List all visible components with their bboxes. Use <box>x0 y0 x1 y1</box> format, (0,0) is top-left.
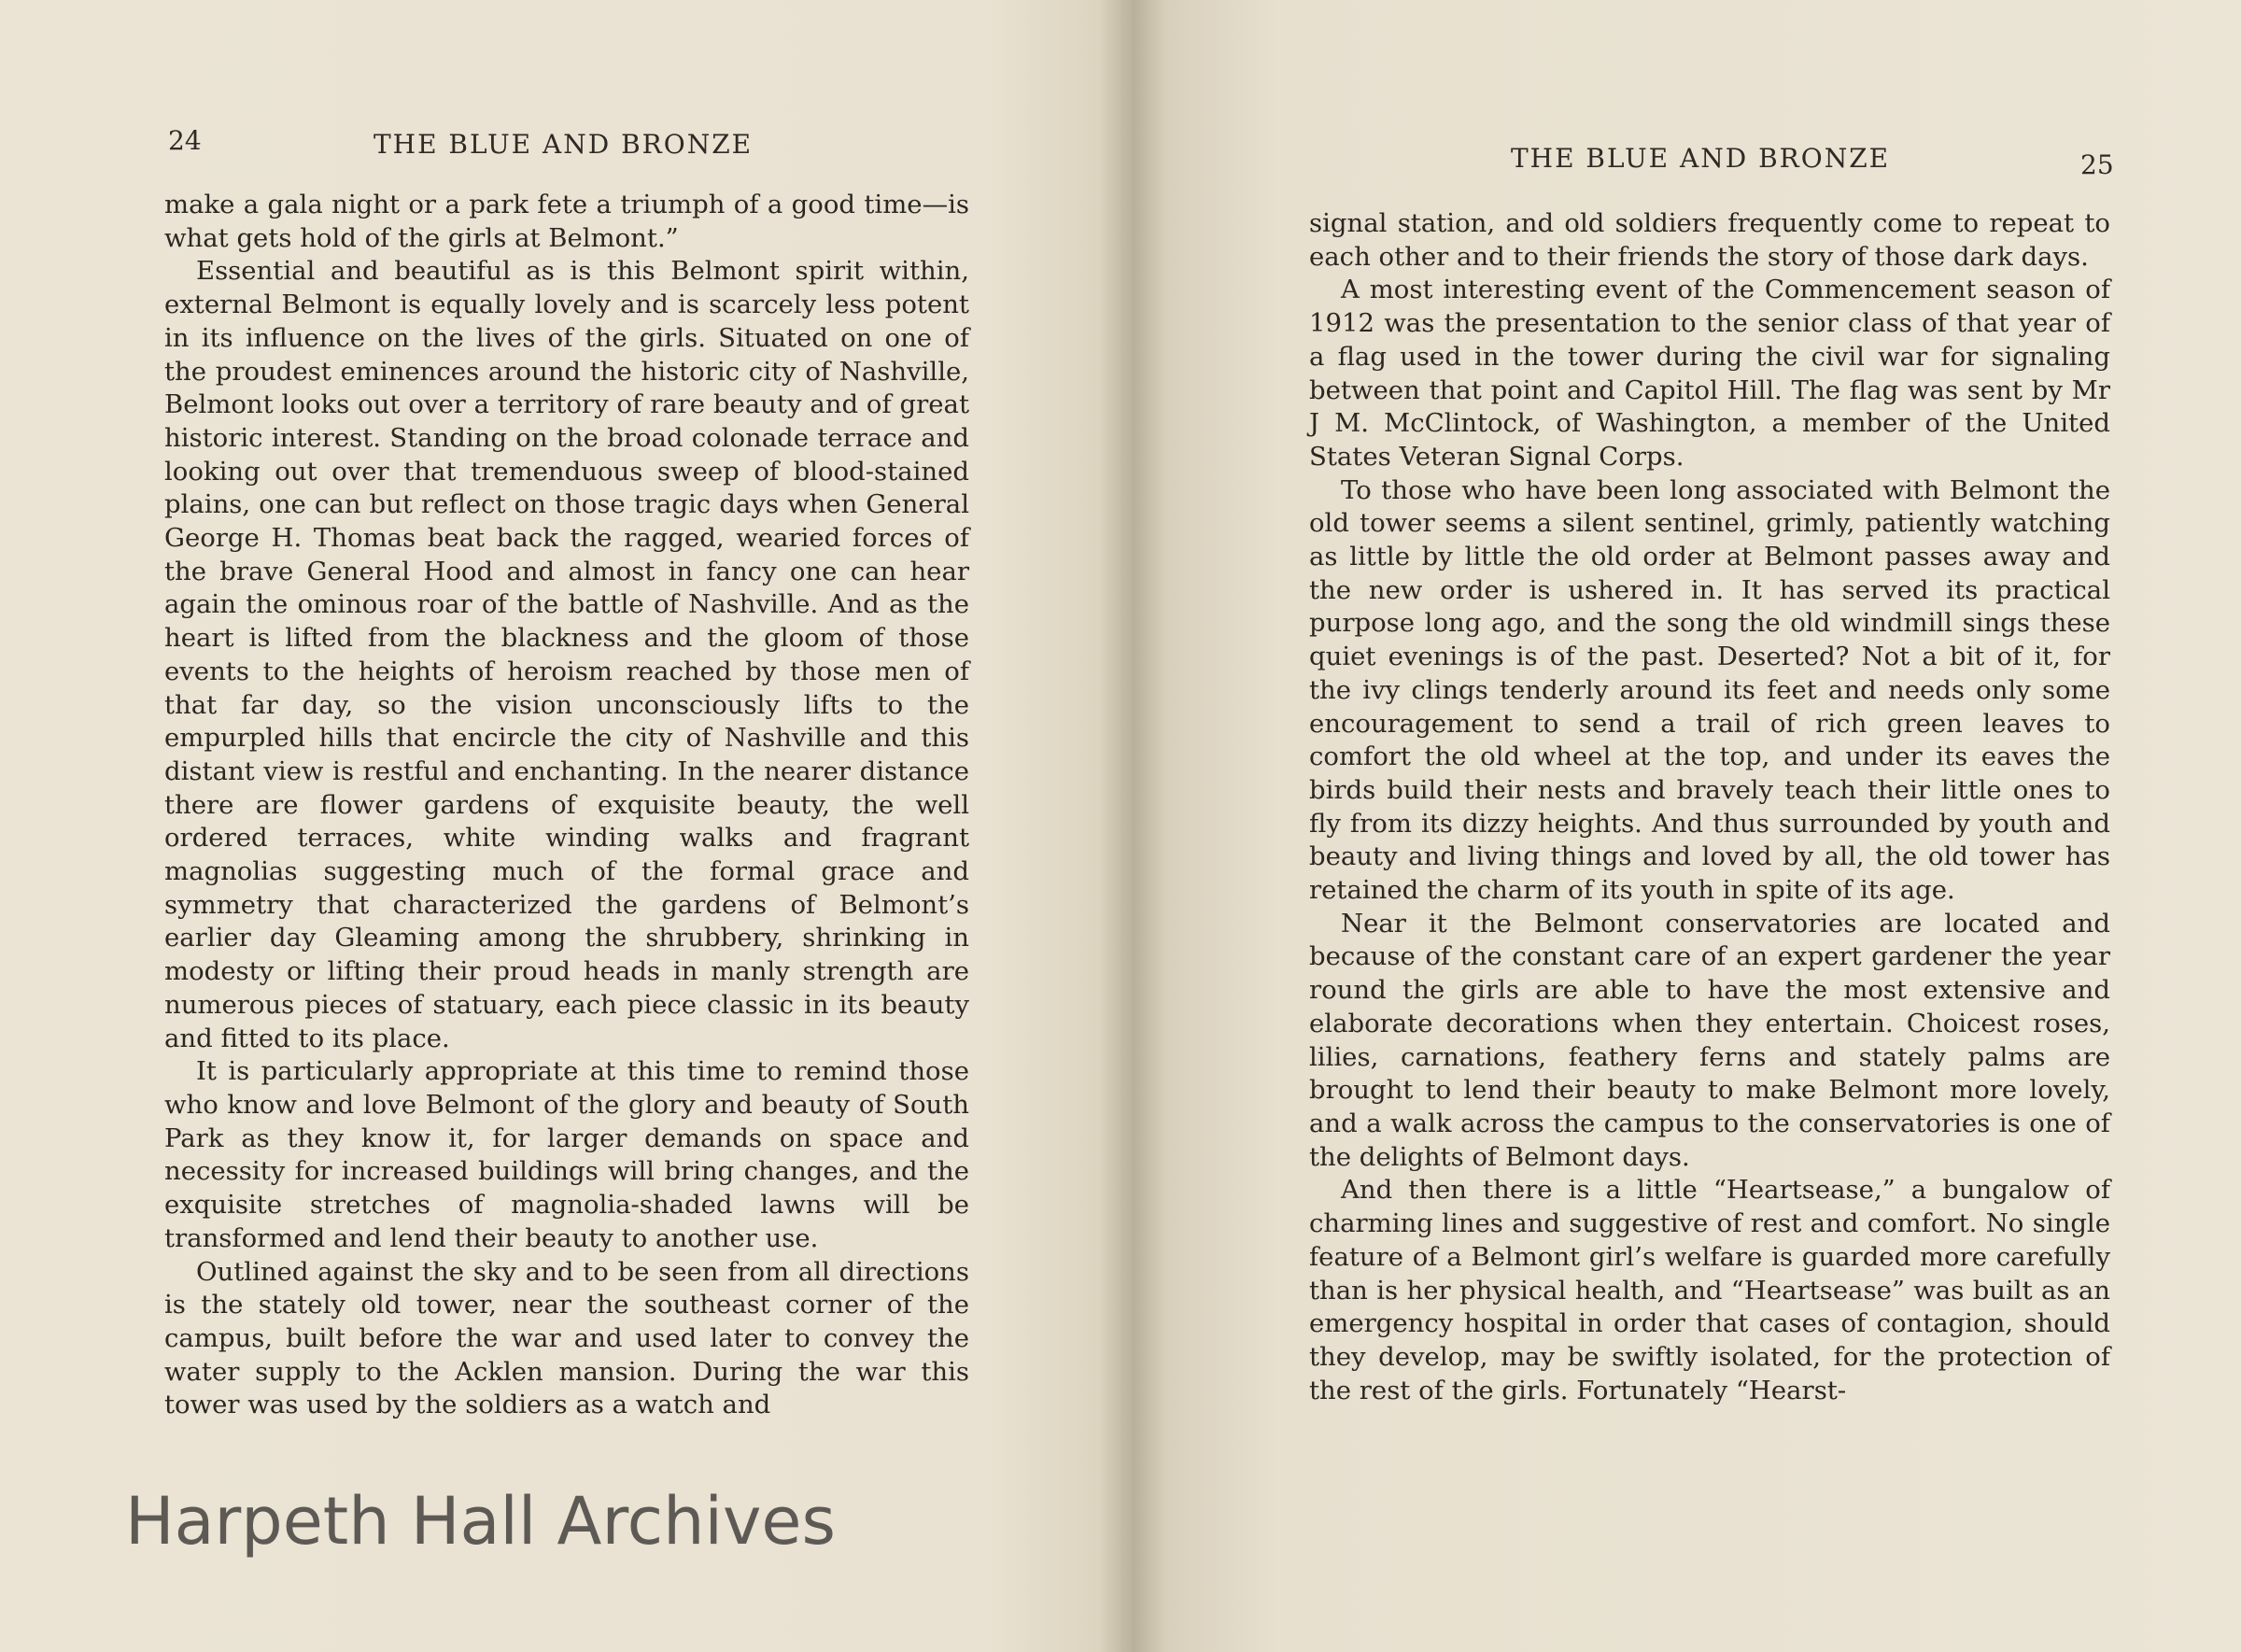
left-running-head: THE BLUE AND BRONZE <box>374 129 754 160</box>
right-paragraph-2: A most interesting event of the Commencement season of 1912 was the presentation to the senior class of that year of a flag used in the tower during the civil war for signaling between that point and Capitol Hill. The flag was sent by Mr J M. McClintock, of Washington, a member of the United States Veteran Signal Corps. <box>1309 275 2110 472</box>
archive-watermark: Harpeth Hall Archives <box>125 1483 836 1560</box>
right-page-number: 25 <box>2080 149 2114 180</box>
left-paragraph-1: make a gala night or a park fete a triumph of a good time—is what gets hold of the girls at Belmont.” <box>164 190 969 253</box>
right-running-head: THE BLUE AND BRONZE <box>1511 143 1891 174</box>
left-page-number: 24 <box>168 125 202 156</box>
right-body-text <box>1309 207 2110 1407</box>
right-paragraph-1: signal station, and old soldiers frequently come to repeat to each other and to their friends the story of those dark days. <box>1309 208 2110 272</box>
left-paragraph-3: It is particularly appropriate at this time to remind those who know and love Belmont of the glory and beauty of South Park as they know it, for larger demands on space and necessity for increased buildings will bring changes, and the exquisite stretches of magnolia-shaded lawns will be transformed and lend their beauty to another use. <box>164 1056 969 1253</box>
right-paragraph-5: And then there is a little “Heartsease,” a bungalow of charming lines and suggestive of rest and comfort. No single feature of a Belmont girl’s welfare is guarded more carefully than is her physical health, and “Heartsease” was built as an emergency hospital in order that cases of contagion, should they develop, may be swiftly isolated, for the protection of the rest of the girls. Fortunately “Hearst- <box>1309 1175 2110 1405</box>
right-page <box>1130 0 2241 1652</box>
right-paragraph-4: Near it the Belmont conservatories are located and because of the constant care of an expert gardener the year round the girls are able to have the most extensive and elaborate decorations when they entertain. Choicest roses, lilies, carnations, feathery ferns and stately palms are brought to lend their beauty to make Belmont more lovely, and a walk across the campus to the conservatories is one of the delights of Belmont days. <box>1309 908 2110 1172</box>
left-page <box>0 0 1111 1652</box>
left-paragraph-2: Essential and beautiful as is this Belmont spirit within, external Belmont is equally lovely and is scarcely less potent in its influence on the lives of the girls. Situated on one of the proudest eminences around the historic city of Nashville, Belmont looks out over a territory of rare beauty and of great historic interest. Standing on the broad colonade terrace and looking out over that tremenduous sweep of blood-stained plains, one can but reflect on those tragic days when General George H. Thomas beat back the ragged, wearied forces of the brave General Hood and almost in fancy one can hear again the ominous roar of the battle of Nashville. And as the heart is lifted from the blackness and the gloom of those events to the heights of heroism reached by those men of that far day, so the vision unconsciously lifts to the empurpled hills that encircle the city of Nashville and this distant view is restful and enchanting. In the nearer distance there are flower gardens of exquisite beauty, the well ordered terraces, white winding walks and fragrant magnolias suggesting much of the formal grace and symmetry that characterized the gardens of Belmont’s earlier day Gleaming among the shrubbery, shrinking in modesty or lifting their proud heads in manly strength are numerous pieces of statuary, each piece classic in its beauty and fitted to its place. <box>164 256 969 1053</box>
left-body-text <box>164 189 969 1422</box>
right-paragraph-3: To those who have been long associated with Belmont the old tower seems a silent sentinel, grimly, patiently watching as little by little the old order at Belmont passes away and the new order is ushered in. It has served its practical purpose long ago, and the song the old windmill sings these quiet evenings is of the past. Deserted? Not a bit of it, for the ivy clings tenderly around its feet and needs only some encouragement to send a trail of rich green leaves to comfort the old wheel at the top, and under its eaves the birds build their nests and bravely teach their little ones to fly from its dizzy heights. And thus surrounded by youth and beauty and living things and loved by all, the old tower has retained the charm of its youth in spite of its age. <box>1309 474 2110 906</box>
left-paragraph-4: Outlined against the sky and to be seen from all directions is the stately old tower, near the southeast corner of the campus, built before the war and used later to convey the water supply to the Acklen mansion. During the war this tower was used by the soldiers as a watch and <box>164 1256 969 1420</box>
